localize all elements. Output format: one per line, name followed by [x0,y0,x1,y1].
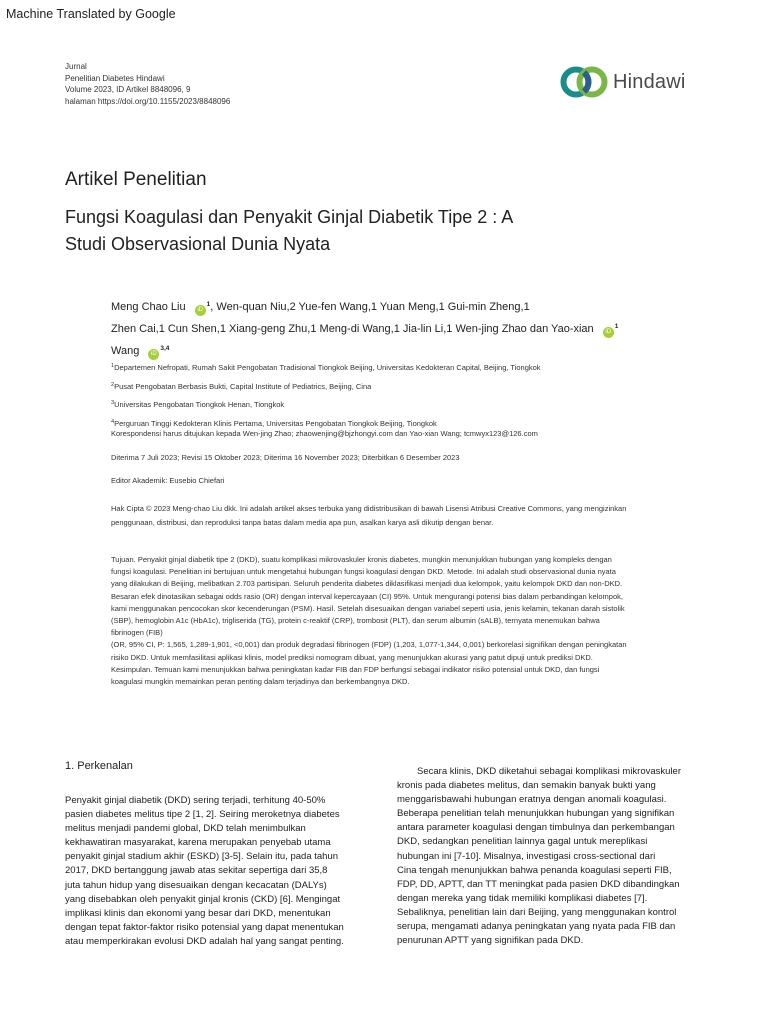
body-line: Sebaliknya, penelitian lain dari Beijing, yang menggunakan kontrol [397,906,677,918]
abstract-line: kami menggunakan pencocokan skor kecenderungan (PSM). Hasil. Setelah disesuaikan dengan variabel seperti usia, jenis kelamin, tekanan darah sistolik [111,603,625,613]
abstract-line: (OR, 95% CI, P: 1,565, 1,289-1,901, <0,001) dan produk degradasi fibrinogen (FDP) (1,203, 1,077-1,344, 0,001) berkorelasi signifikan dengan peningkatan [111,640,627,650]
affiliation-number: 1 [111,363,115,369]
article-title [65,204,625,258]
body-column-left [65,794,379,949]
article-title-line: Studi Observasional Dunia Nyata [65,234,331,254]
body-line: 2017, DKD bertanggung jawab atas sekitar sepertiga dari 35,8 [65,865,328,877]
hindawi-logo-text: Hindawi [613,70,686,93]
author-names: , Wen-quan Niu,2 Yue-fen Wang,1 Yuan Meng,1 Gui-min Zheng,1 [210,301,530,313]
body-line: yang disebabkan oleh penyakit ginjal kronis (CKD) [6]. Mengingat [65,893,341,905]
affiliation-item [111,377,541,396]
abstract-line: Kesimpulan. Temuan kami menunjukkan bahwa peningkatan kadar FIB dan FDP berfungsi sebagai indikator risiko potensial untuk DKD, dan fungsi [111,664,600,674]
abstract-line: fibrinogen (FIB) [111,628,163,638]
body-line: menggarisbawahi hubungan eratnya dengan anomali koagulasi. [397,794,667,806]
body-line: kronis pada diabetes melitus, dan semakin banyak bukti yang [397,780,656,792]
hindawi-logo-icon [559,63,609,101]
body-line-text: Secara klinis, DKD diketahui sebagai komplikasi mikrovaskuler [417,766,681,777]
affiliation-text: Departemen Nefropati, Rumah Sakit Pengobatan Tradisional Tiongkok Beijing, Universitas Kedokteran Capital, Beijing, Tiongkok [114,363,541,372]
body-line: atau memperkirakan evolusi DKD adalah hal yang sangat penting. [65,935,344,947]
hindawi-logo [559,63,686,101]
author-superscript: 3,4 [160,345,170,352]
author-superscript: 1 [614,323,619,330]
section-heading-introduction: 1. Perkenalan [65,760,133,772]
journal-meta-line: halaman https://doi.org/10.1155/2023/8848096 [65,96,231,106]
machine-translation-banner: Machine Translated by Google [6,7,176,21]
body-line: penyakit ginjal stadium akhir (ESKD) [3-5]. Selain itu, pada tahun [65,851,339,863]
affiliation-text: Pusat Pengobatan Berbasis Bukti, Capital Institute of Pediatrics, Beijing, Cina [114,381,372,391]
body-line: hubungan ini [7-10]. Misalnya, investigasi cross-sectional dari [397,850,656,862]
affiliation-text: Perguruan Tinggi Kedokteran Klinis Pertama, Universitas Pengobatan Tiongkok Beijing, Tiongkok [114,418,437,428]
publication-dates: Diterima 7 Juli 2023; Revisi 15 Oktober 2023; Diterima 16 November 2023; Diterbitkan 6 Desember 2023 [111,453,460,462]
body-column-right [397,765,717,948]
affiliation-number: 4 [111,418,115,425]
author-superscript: 1 [206,301,211,308]
body-line: juta tahun hidup yang disesuaikan dengan kecacatan (DALYs) [65,879,327,891]
body-line: Beberapa penelitian telah menunjukkan hubungan yang signifikan [397,808,675,820]
affiliation-text: Universitas Pengobatan Tiongkok Henan, Tiongkok [114,400,285,409]
abstract-line: risiko DKD. Untuk memfasilitasi aplikasi klinis, model prediksi nomogram dibuat, yang menunjukkan akurasi yang patut dipuji untuk prediksi DKD. [111,652,593,662]
abstract [111,554,719,688]
author-name: Meng Chao Liu [111,301,186,313]
abstract-line: fungsi koagulasi. Penelitian ini bertujuan untuk mengetahui hubungan fungsi koagulasi dengan DKD. Metode. Ini adalah studi observasional dunia nyata [111,567,616,577]
author-line [111,317,721,339]
copyright-notice [111,502,721,529]
correspondence: Korespondensi harus ditujukan kepada Wen-jing Zhao; zhaowenjing@bjzhongyi.com dan Yao-xian Wang; tcmwyx123@126.com [111,429,538,438]
affiliation-item [111,358,541,377]
body-line: pasien diabetes melitus tipe 2 [1, 2]. Seiring meroketnya diabetes [65,809,340,821]
orcid-icon[interactable]: iD [148,349,159,360]
body-line: dengan mereka yang tidak memiliki komplikasi diabetes [7]. [397,892,648,904]
body-line: FDP, DD, APTT, dan TT meningkat pada pasien DKD dibandingkan [397,878,680,890]
author-names: Wang [111,345,140,357]
body-line: kekhawatiran masyarakat, karena merupakan penyebab utama [65,837,331,849]
abstract-line: (SBP), hemoglobin A1c (HbA1c), trigliserida (TG), protein c-reaktif (CRP), trombosit (PLT), dan serum albumin (sALB), ternyata menemukan bahwa [111,616,600,626]
abstract-line: Tujuan. Penyakit ginjal diabetik tipe 2 (DKD), suatu komplikasi mikrovaskuler kronis diabetes, mungkin menunjukkan hubungan yang kompleks dengan [111,555,612,564]
affiliation-item [111,395,541,414]
body-line: penurunan APTT yang signifikan pada DKD. [397,935,584,947]
copyright-line: Hak Cipta © 2023 Meng-chao Liu dkk. Ini adalah artikel akses terbuka yang didistribusikan di bawah Lisensi Atribusi Creative Commons, yang mengizinkan [111,504,627,513]
body-line: melitus menjadi pandemi global, DKD telah menimbulkan [65,823,306,835]
abstract-line: yang dilakukan di Beijing, melibatkan 2.703 partisipan. Seluruh penderita diabetes diklasifikasi menjadi dua kelompok, yaitu kelompok DKD dan non-DKD. [111,579,623,589]
article-type: Artikel Penelitian [65,169,207,190]
abstract-line: koagulasi mungkin memainkan peran penting dalam terjadinya dan berkembangnya DKD. [111,677,410,687]
body-line: serupa, mengamati adanya peningkatan yang nyata pada FIB dan [397,921,676,933]
body-line: DKD, sedangkan penelitian lainnya gagal untuk mereplikasi [397,836,648,848]
author-names: Zhen Cai,1 Cun Shen,1 Xiang-geng Zhu,1 Meng-di Wang,1 Jia-lin Li,1 Wen-jing Zhao dan Yao-xian [111,323,594,335]
abstract-line: Besaran efek dinotasikan sebagai odds rasio (OR) dengan interval kepercayaan (CI) 95%. Untuk mengurangi potensi bias dalam perbandingan kelompok, [111,591,623,601]
body-line [397,765,717,779]
copyright-line: penggunaan, distribusi, dan reproduksi tanpa batas dalam media apa pun, asalkan karya asli dikutip dengan benar. [111,517,494,527]
affiliation-number: 3 [111,400,115,406]
orcid-icon[interactable]: iD [603,327,614,338]
journal-meta-line: Penelitian Diabetes Hindawi [65,73,165,83]
affiliations [111,358,541,432]
journal-meta-line: Volume 2023, ID Artikel 8848096, 9 [65,85,191,94]
body-line: Cina tengah menunjukkan bahwa penanda koagulasi seperti FIB, [397,864,672,876]
author-line [111,295,721,317]
orcid-icon[interactable]: iD [195,305,206,316]
article-title-line: Fungsi Koagulasi dan Penyakit Ginjal Diabetik Tipe 2 : A [65,207,514,227]
journal-meta [65,61,230,107]
author-list [111,295,721,361]
body-line: dengan tepat faktor-faktor risiko potensial yang dapat menentukan [65,921,344,933]
body-line: Penyakit ginjal diabetik (DKD) sering terjadi, terhitung 40-50% [65,795,326,806]
body-line: implikasi klinis dan ekonomi yang besar dari DKD, menentukan [65,907,331,919]
journal-meta-line: Jurnal [65,62,87,71]
affiliation-number: 2 [111,381,115,388]
body-line: antara parameter koagulasi dengan timbulnya dan perkembangan [397,822,675,834]
academic-editor: Editor Akademik: Eusebio Chiefari [111,476,225,485]
